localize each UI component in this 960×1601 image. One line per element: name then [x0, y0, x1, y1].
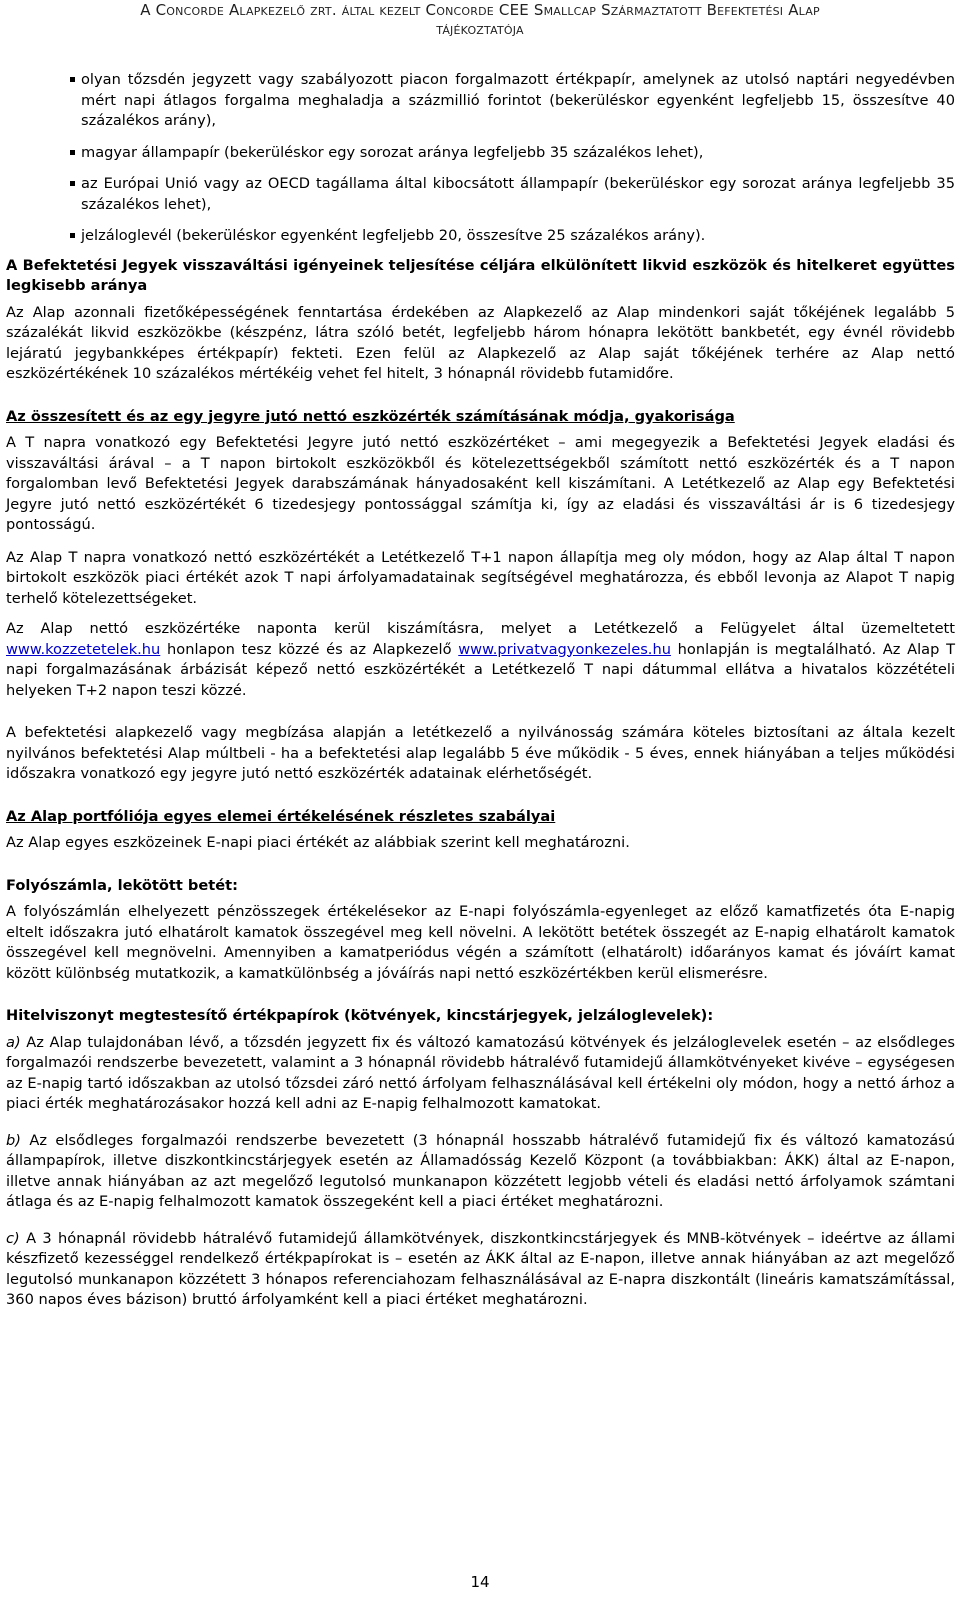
privatvagyonkezeles-link[interactable]: www.privatvagyonkezeles.hu	[458, 640, 671, 658]
item-label-b: b)	[6, 1131, 21, 1149]
asset-bullet-list	[6, 70, 955, 247]
paragraph: Az Alap egyes eszközeinek E-napi piaci értékét az alábbiak szerint kell meghatározni.	[6, 834, 630, 851]
item-label-c: c)	[6, 1229, 20, 1247]
paragraph-b: b) Az elsődleges forgalmazói rendszerbe bevezetett (3 hónapnál hosszabb hátralévő futamidejű fix és változó kamatozású állampapírok, illetve diszkontkincstárjegyek esetén az Államadósság Kezelő Központ (a továbbiakban: ÁKK) által az E-napon, illetve annak hiányában az azt megelőző legutolsó munkanapon közzétett legjobb vételi és eladási nettó árfolyamok számtani átlaga és az E-napig felhalmozott kamatok összegeként kell a piaci értéket meghatározni.	[6, 1131, 956, 1210]
kozzetetelek-link[interactable]: www.kozzetetelek.hu	[6, 640, 161, 658]
section-heading-liquidity: A Befektetési Jegyek visszaváltási igényeinek teljesítése céljára elkülönített likvid eszközök és hitelkeret együttes legkisebb aránya	[6, 256, 955, 294]
bullet-square-icon	[70, 233, 75, 238]
section-heading-current-account: Folyószámla, lekötött betét:	[6, 876, 238, 894]
page-number: 14	[470, 1573, 490, 1591]
section-heading-portfolio-valuation: Az Alap portfóliója egyes elemei értékelésének részletes szabályai	[6, 807, 556, 825]
paragraph: A befektetési alapkezelő vagy megbízása alapján a letétkezelő a nyilvánosság számára köteles biztosítani az általa kezelt nyilvános befektetési Alap múltbeli - ha a befektetési alap legalább 5 éve működik - 5 éves, ennek hiányában a teljes működési időszakra vonatkozó egy jegyre jutó nettó eszközérték adatainak elérhetőségét.	[6, 724, 955, 782]
list-item: olyan tőzsdén jegyzett vagy szabályozott piacon forgalmazott értékpapír, amelynek az utolsó naptári negyedévben mért napi átlagos forgalma meghaladja a százmillió forintot (bekerüléskor egyenként legfeljebb 15, összesítve 40 százalékos arány),	[6, 70, 955, 132]
bullet-square-icon	[70, 77, 75, 82]
list-item: az Európai Unió vagy az OECD tagállama által kibocsátott állampapír (bekerüléskor egy sorozat aránya legfeljebb 35 százalékos lehet),	[6, 174, 955, 215]
header-title: A Concorde Alapkezelő zrt. által kezelt Concorde CEE Smallcap Származtatott Befektetési Alap	[140, 1, 820, 19]
section-heading-nav-calculation: Az összesített és az egy jegyre jutó nettó eszközérték számításának módja, gyakorisága	[6, 407, 735, 425]
item-label-a: a)	[6, 1033, 21, 1051]
paragraph: Az Alap azonnali fizetőképességének fenntartása érdekében az Alapkezelő az Alap mindenkori saját tőkéjének legalább 5 százalékát likvid eszközökbe (készpénz, látra szóló betét, legfeljebb három hónapra lekötött bankbetét, egy évnél rövidebb lejáratú jegybankképes értékpapír) fekteti. Ezen felül az Alapkezelő az Alap saját tőkéjének terhére az Alap nettó eszközértékének 10 százalékos mértékéig vehet fel hitelt, 3 hónapnál rövidebb futamidőre.	[6, 303, 955, 382]
list-item: magyar állampapír (bekerüléskor egy sorozat aránya legfeljebb 35 százalékos lehet),	[6, 143, 955, 164]
page-header	[0, 0, 960, 39]
paragraph-c: c) A 3 hónapnál rövidebb hátralévő futamidejű államkötvények, diszkontkincstárjegyek és MNB-kötvények – ideértve az állami készfizető kezességgel rendelkező értékpapírokat is – esetén az ÁKK által az E-napon, illetve annak hiányában az azt megelőző legutolsó munkanapon közzétett 3 hónapos referenciahozam felhasználásával az E-napra diszkontált (lineáris kamatszámítással, 360 napos éves bázison) bruttó árfolyamként kell a piaci értéket meghatározni.	[6, 1229, 955, 1308]
list-item: jelzáloglevél (bekerüléskor egyenként legfeljebb 20, összesítve 25 százalékos arány).	[6, 226, 955, 247]
paragraph: A folyószámlán elhelyezett pénzösszegek értékelésekor az E-napi folyószámla-egyenleget az előző kamatfizetés óta E-napig eltelt időszakra jutó elhatárolt kamatok összegével meg kell növelni. A lekötött betétek összegét az E-napig elhatárolt kamatok összegével kell megnövelni. Amennyiben a kamatperiódus végén a számított (elhatárolt) időarányos kamat és jóváírt kamat között különbség mutatkozik, a kamatkülönbség a jóváírás napi nettó eszközértékben kerül elismerésre.	[6, 903, 955, 982]
paragraph: Az Alap T napra vonatkozó nettó eszközértékét a Letétkezelő T+1 napon állapítja meg oly módon, hogy az Alap által T napon birtokolt eszközök piaci értékét azok T napi árfolyamadatainak segítségével meghatározza, és ebből levonja az Alapot T napig terhelő kötelezettségeket.	[6, 548, 955, 607]
paragraph: A T napra vonatkozó egy Befektetési Jegyre jutó nettó eszközértéket – ami megegyezik a Befektetési Jegyek eladási és visszaváltási árával – a T napon birtokolt eszközökből és kötelezettségekből számított nettó eszközérték és a T napon forgalomban levő Befektetési Jegyek darabszámának hányadosaként kell kiszámítani. A Letétkezelő az Alap egy Befektetési Jegyre jutó nettó eszközértékét 6 tizedesjegy pontossággal számítja ki, így az eladási és visszaváltási ár is 6 tizedesjegy pontosságú.	[6, 434, 955, 533]
paragraph: Az Alap nettó eszközértéke naponta kerül kiszámításra, melyet a Letétkezelő a Felügyelet által üzemeltetett www.kozzetetelek.hu honlapon tesz közzé és az Alapkezelő www.privatvagyonkezeles.hu honlapján is megtalálható. Az Alap T napi forgalmazásának árbázisát képező nettó eszközértékét a Letétkezelő T napi dátummal ellátva a hivatalos közzétételi helyeken T+2 napon teszi közzé.	[6, 620, 956, 699]
bullet-square-icon	[70, 181, 75, 186]
page-content	[6, 70, 955, 1311]
header-subtitle: tájékoztatója	[436, 20, 524, 38]
paragraph-a: a) Az Alap tulajdonában lévő, a tőzsdén jegyzett fix és változó kamatozású kötvények és jelzáloglevelek esetén – az elsődleges forgalmazói rendszerbe bevezetett, valamint a 3 hónapnál rövidebb hátralévő futamidejű államkötvényeket kivéve – egységesen az E-napig tartó időszakban az utolsó tőzsdei záró nettó árfolyam felhasználásával kell értékelni oly módon, hogy a nettó árhoz a piaci érték meghatározásakor hozzá kell adni az E-napig felhalmozott kamatokat.	[6, 1033, 956, 1112]
section-heading-debt-securities: Hitelviszonyt megtestesítő értékpapírok (kötvények, kincstárjegyek, jelzáloglevelek):	[6, 1007, 714, 1024]
bullet-square-icon	[70, 150, 75, 155]
